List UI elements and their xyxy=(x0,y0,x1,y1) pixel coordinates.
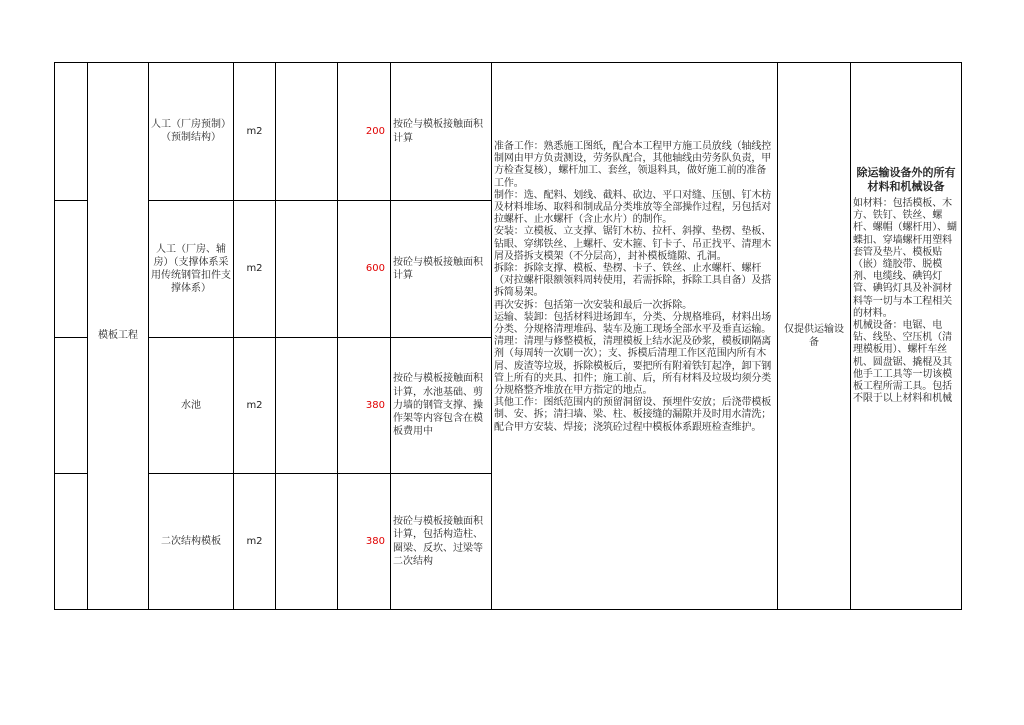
category-cell: 模板工程 xyxy=(98,330,138,342)
work-content-paragraph: 运输、装卸：包括材料进场卸车，分类、分规格堆码，材料出场分类、分规格清理堆码、装车及施工现场全部水平及垂直运输。 xyxy=(494,311,772,336)
rule-cell: 按砼与模板接触面积计算 xyxy=(393,256,483,281)
work-content-paragraph: 再次安拆：包括第一次安装和最后一次拆除。 xyxy=(494,299,692,311)
rule-cell: 按砼与模板接触面积计算，包括构造柱、圈梁、反坎、过梁等二次结构 xyxy=(393,516,483,567)
work-content-paragraph: 制作：选、配料、划线、截料、砍边、平口对缝、压刨、钉木枋及材料堆场、取料和制成品分类堆放等全部操作过程，另包括对拉螺杆、止水螺杆（含止水片）的制作。 xyxy=(494,189,772,226)
grid-line xyxy=(54,62,55,610)
rule-cell: 按砼与模板接触面积计算 xyxy=(393,119,483,144)
grid-line xyxy=(390,62,391,610)
unit-cell: m2 xyxy=(246,125,263,137)
materials-cell xyxy=(853,166,959,486)
machines-text: 机械设备：电锯、电钻、线坠、空压机（清理模板用）、螺杆车丝机、圆盘锯、撬棍及其他手工工具等一切该模板工程所需工具。包括不限于以上材料和机械 xyxy=(853,320,952,405)
work-content-paragraph: 其他工作：图纸范围内的预留洞留设、预埋件安放；后浇带模板制、安、拆；清扫墙、梁、柱、板接缝的漏隙并及时用水清洗；配合甲方安装、焊接；浇筑砼过程中模板体系跟班检查维护。 xyxy=(494,397,772,433)
materials-text: 如材料：包括模板、木方、铁钉、铁丝、螺杆、螺帽（螺杆用）、蝴蝶扣、穿墙螺杆用塑料套管及垫片、模板贴（嵌）缝胶带、脱模剂、电缆线、碘钨灯管、碘钨灯具及补洞材料等一切与本工程相关的材料。 xyxy=(853,198,957,319)
grid-line xyxy=(491,62,492,610)
grid-line xyxy=(148,62,149,610)
work-content-paragraph: 准备工作：熟悉施工图纸，配合本工程甲方施工员放线（轴线控制网由甲方负责测设，劳务队配合，其他轴线由劳务队负责，甲方检查复核），螺杆加工、套丝，领退料具，做好施工前的准备工作。 xyxy=(494,141,772,189)
grid-line xyxy=(54,473,87,474)
item-cell: 二次结构模板 xyxy=(161,535,221,547)
materials-title: 除运输设备外的所有材料和机械设备 xyxy=(856,166,956,193)
transport-cell: 仅提供运输设备 xyxy=(784,323,844,348)
price-cell: 380 xyxy=(365,535,385,547)
unit-cell: m2 xyxy=(246,399,263,411)
work-content-cell xyxy=(494,141,774,541)
price-cell: 600 xyxy=(365,263,385,275)
item-cell: 人工（厂房、辅房）（支撑体系采用传统钢管扣件支撑体系） xyxy=(151,243,231,295)
item-cell: 人工（厂房预制）（预制结构） xyxy=(151,118,231,143)
grid-line xyxy=(54,337,87,338)
grid-line xyxy=(961,62,962,610)
unit-cell: m2 xyxy=(246,535,263,547)
work-content-paragraph: 清理：清理与修整模板，清理模板上结水泥及砂浆，模板刷隔离剂（每周转一次刷一次）；支、拆模后清理工作区范围内所有木屑、废渣等垃圾，拆除模板后，要把所有附着铁钉起净，卸下钢管上所有的夹具、扣件；施工前、后，所有材料及垃圾均须分类分规格整齐堆放在甲方指定的地点。 xyxy=(494,336,772,397)
grid-line xyxy=(777,62,778,610)
item-cell: 水池 xyxy=(181,399,201,411)
rule-cell: 按砼与模板接触面积计算，水池基础、剪力墙的钢管支撑、操作架等内容包含在模板费用中 xyxy=(393,373,483,438)
grid-line xyxy=(54,200,87,201)
price-cell: 200 xyxy=(365,125,385,137)
unit-cell: m2 xyxy=(246,263,263,275)
grid-line xyxy=(275,62,276,610)
work-content-paragraph: 拆除：拆除支撑、模板、垫楞、卡子、铁丝、止水螺杆、螺杆（对拉螺杆限额领料周转使用，若需拆除，拆除工具自备）及搭拆简易架。 xyxy=(494,263,772,299)
grid-line xyxy=(54,609,962,610)
price-cell: 380 xyxy=(365,399,385,411)
work-content-paragraph: 安装：立模板、立支撑、锯钉木枋、拉杆、斜撑、垫楞、垫板、钻眼、穿绑铁丝、上螺杆、安木箍、钉卡子、吊正找平、清理木屑及搭拆支模架（不分层高），封补模板缝隙、孔洞。 xyxy=(494,226,772,262)
grid-line xyxy=(850,62,851,610)
